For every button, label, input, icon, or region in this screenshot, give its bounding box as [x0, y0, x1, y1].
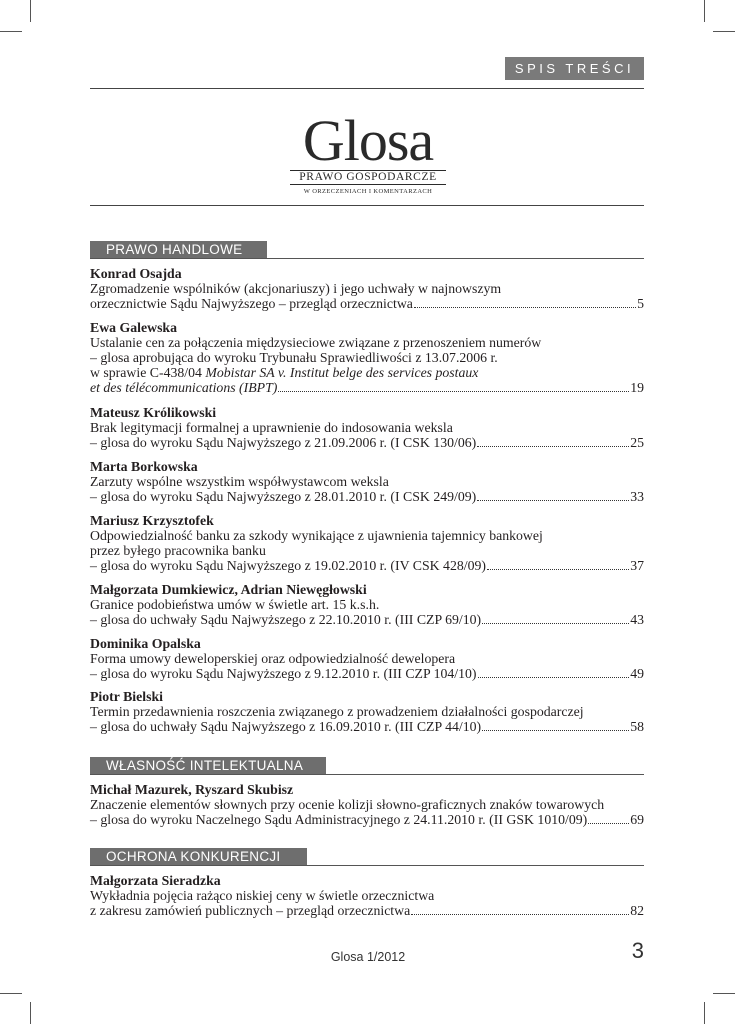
logo-tagline: W ORZECZENIACH I KOMENTARZACH [303, 188, 433, 195]
toc-entry[interactable] [90, 266, 644, 311]
crop-mark [704, 1002, 705, 1024]
entry-author: Mateusz Królikowski [90, 405, 217, 420]
entry-page: 69 [630, 812, 644, 827]
footer-journal-issue: Glosa 1/2012 [330, 950, 406, 964]
entry-title: Termin przedawnienia roszczenia związanego z prowadzeniem działalności gospodarczej [90, 704, 584, 719]
crop-mark [30, 0, 31, 22]
crop-mark [0, 993, 22, 994]
entry-author: Konrad Osajda [90, 266, 182, 281]
footer-page-number: 3 [631, 938, 644, 963]
entry-author: Małgorzata Dumkiewicz, Adrian Niewęgłowski [90, 582, 367, 597]
toc-badge: SPIS TREŚCI [505, 57, 644, 80]
crop-mark [0, 31, 22, 32]
entry-author: Dominika Opalska [90, 636, 201, 651]
crop-mark [713, 31, 735, 32]
entry-title: orzecznictwie Sądu Najwyższego – przegląd orzecznictwa [90, 296, 413, 311]
entry-title: – glosa do uchwały Sądu Najwyższego z 16.09.2010 r. (III CZP 44/10) [90, 719, 482, 734]
entry-title: Forma umowy deweloperskiej oraz odpowiedzialność dewelopera [90, 651, 456, 666]
crop-mark [30, 1002, 31, 1024]
entry-author: Michał Mazurek, Ryszard Skubisz [90, 782, 294, 797]
entry-title: – glosa do wyroku Sądu Najwyższego z 21.09.2006 r. (I CSK 130/06) [90, 435, 477, 450]
entry-author: Mariusz Krzysztofek [90, 513, 214, 528]
entry-page: 33 [630, 489, 644, 504]
entry-author: Piotr Bielski [90, 689, 163, 704]
section-title: PRAWO HANDLOWE [90, 241, 267, 259]
entry-page: 19 [630, 380, 644, 395]
toc-entry[interactable] [90, 320, 644, 395]
entry-author: Ewa Galewska [90, 320, 178, 335]
entry-title: Odpowiedzialność banku za szkody wynikające z ujawnienia tajemnicy bankowej [90, 528, 543, 543]
entry-page: 82 [630, 903, 644, 918]
entry-title: Ustalanie cen za połączenia międzysieciowe związane z przenoszeniem numerów [90, 335, 542, 350]
entry-title: Zgromadzenie wspólników (akcjonariuszy) i jego uchwały w najnowszym [90, 281, 502, 296]
section-heading [90, 241, 644, 259]
entry-page: 37 [630, 558, 644, 573]
entry-page: 25 [630, 435, 644, 450]
toc-entry[interactable] [90, 689, 644, 734]
section-heading [90, 848, 644, 866]
entry-title: przez byłego pracownika banku [90, 543, 266, 558]
header-rule [90, 88, 644, 89]
entry-page: 43 [630, 612, 644, 627]
section-title: WŁASNOŚĆ INTELEKTUALNA [90, 757, 326, 775]
toc-entry[interactable] [90, 459, 644, 504]
entry-title: et des télécommunications (IBPT) [90, 380, 278, 395]
entry-page: 5 [637, 296, 644, 311]
entry-title: – glosa do wyroku Sądu Najwyższego z 19.02.2010 r. (IV CSK 428/09) [90, 558, 486, 573]
entry-title: – glosa do wyroku Sądu Najwyższego z 9.12.2010 r. (III CZP 104/10) [90, 666, 477, 681]
toc-entry[interactable] [90, 513, 644, 573]
toc-entry[interactable] [90, 405, 644, 450]
entry-title: z zakresu zamówień publicznych – przegląd orzecznictwa [90, 903, 411, 918]
toc-entry[interactable] [90, 636, 644, 681]
entry-title: – glosa do wyroku Naczelnego Sądu Administracyjnego z 24.11.2010 r. (II GSK 1010/09) [90, 812, 588, 827]
section-title: OCHRONA KONKURENCJI [90, 848, 307, 866]
entry-title: – glosa aprobująca do wyroku Trybunału Sprawiedliwości z 13.07.2006 r. [90, 350, 498, 365]
toc-entry[interactable] [90, 582, 644, 627]
section-heading [90, 757, 644, 775]
entry-title: Brak legitymacji formalnej a uprawnienie do indosowania weksla [90, 420, 453, 435]
logo-wordmark: Glosa [302, 108, 434, 173]
entry-title: w sprawie C-438/04 Mobistar SA v. Institut belge des services postaux [90, 365, 479, 380]
crop-mark [713, 993, 735, 994]
entry-title: Zarzuty wspólne wszystkim współwystawcom weksla [90, 474, 389, 489]
entry-page: 58 [630, 719, 644, 734]
entry-title: – glosa do uchwały Sądu Najwyższego z 22.10.2010 r. (III CZP 69/10) [90, 612, 482, 627]
entry-author: Małgorzata Sieradzka [90, 873, 221, 888]
toc-entry[interactable] [90, 782, 644, 827]
entry-title: Granice podobieństwa umów w świetle art. 15 k.s.h. [90, 597, 380, 612]
entry-title: Znaczenie elementów słownych przy ocenie kolizji słowno-graficznych znaków towarowych [90, 797, 605, 812]
entry-title: – glosa do wyroku Sądu Najwyższego z 28.01.2010 r. (I CSK 249/09) [90, 489, 477, 504]
logo-subtitle: PRAWO GOSPODARCZE [290, 170, 446, 185]
logo-rule [90, 205, 644, 206]
crop-mark [704, 0, 705, 22]
toc-entry[interactable] [90, 873, 644, 918]
entry-author: Marta Borkowska [90, 459, 198, 474]
entry-title: Wykładnia pojęcia rażąco niskiej ceny w świetle orzecznictwa [90, 888, 435, 903]
journal-logo [290, 108, 446, 195]
entry-page: 49 [630, 666, 644, 681]
